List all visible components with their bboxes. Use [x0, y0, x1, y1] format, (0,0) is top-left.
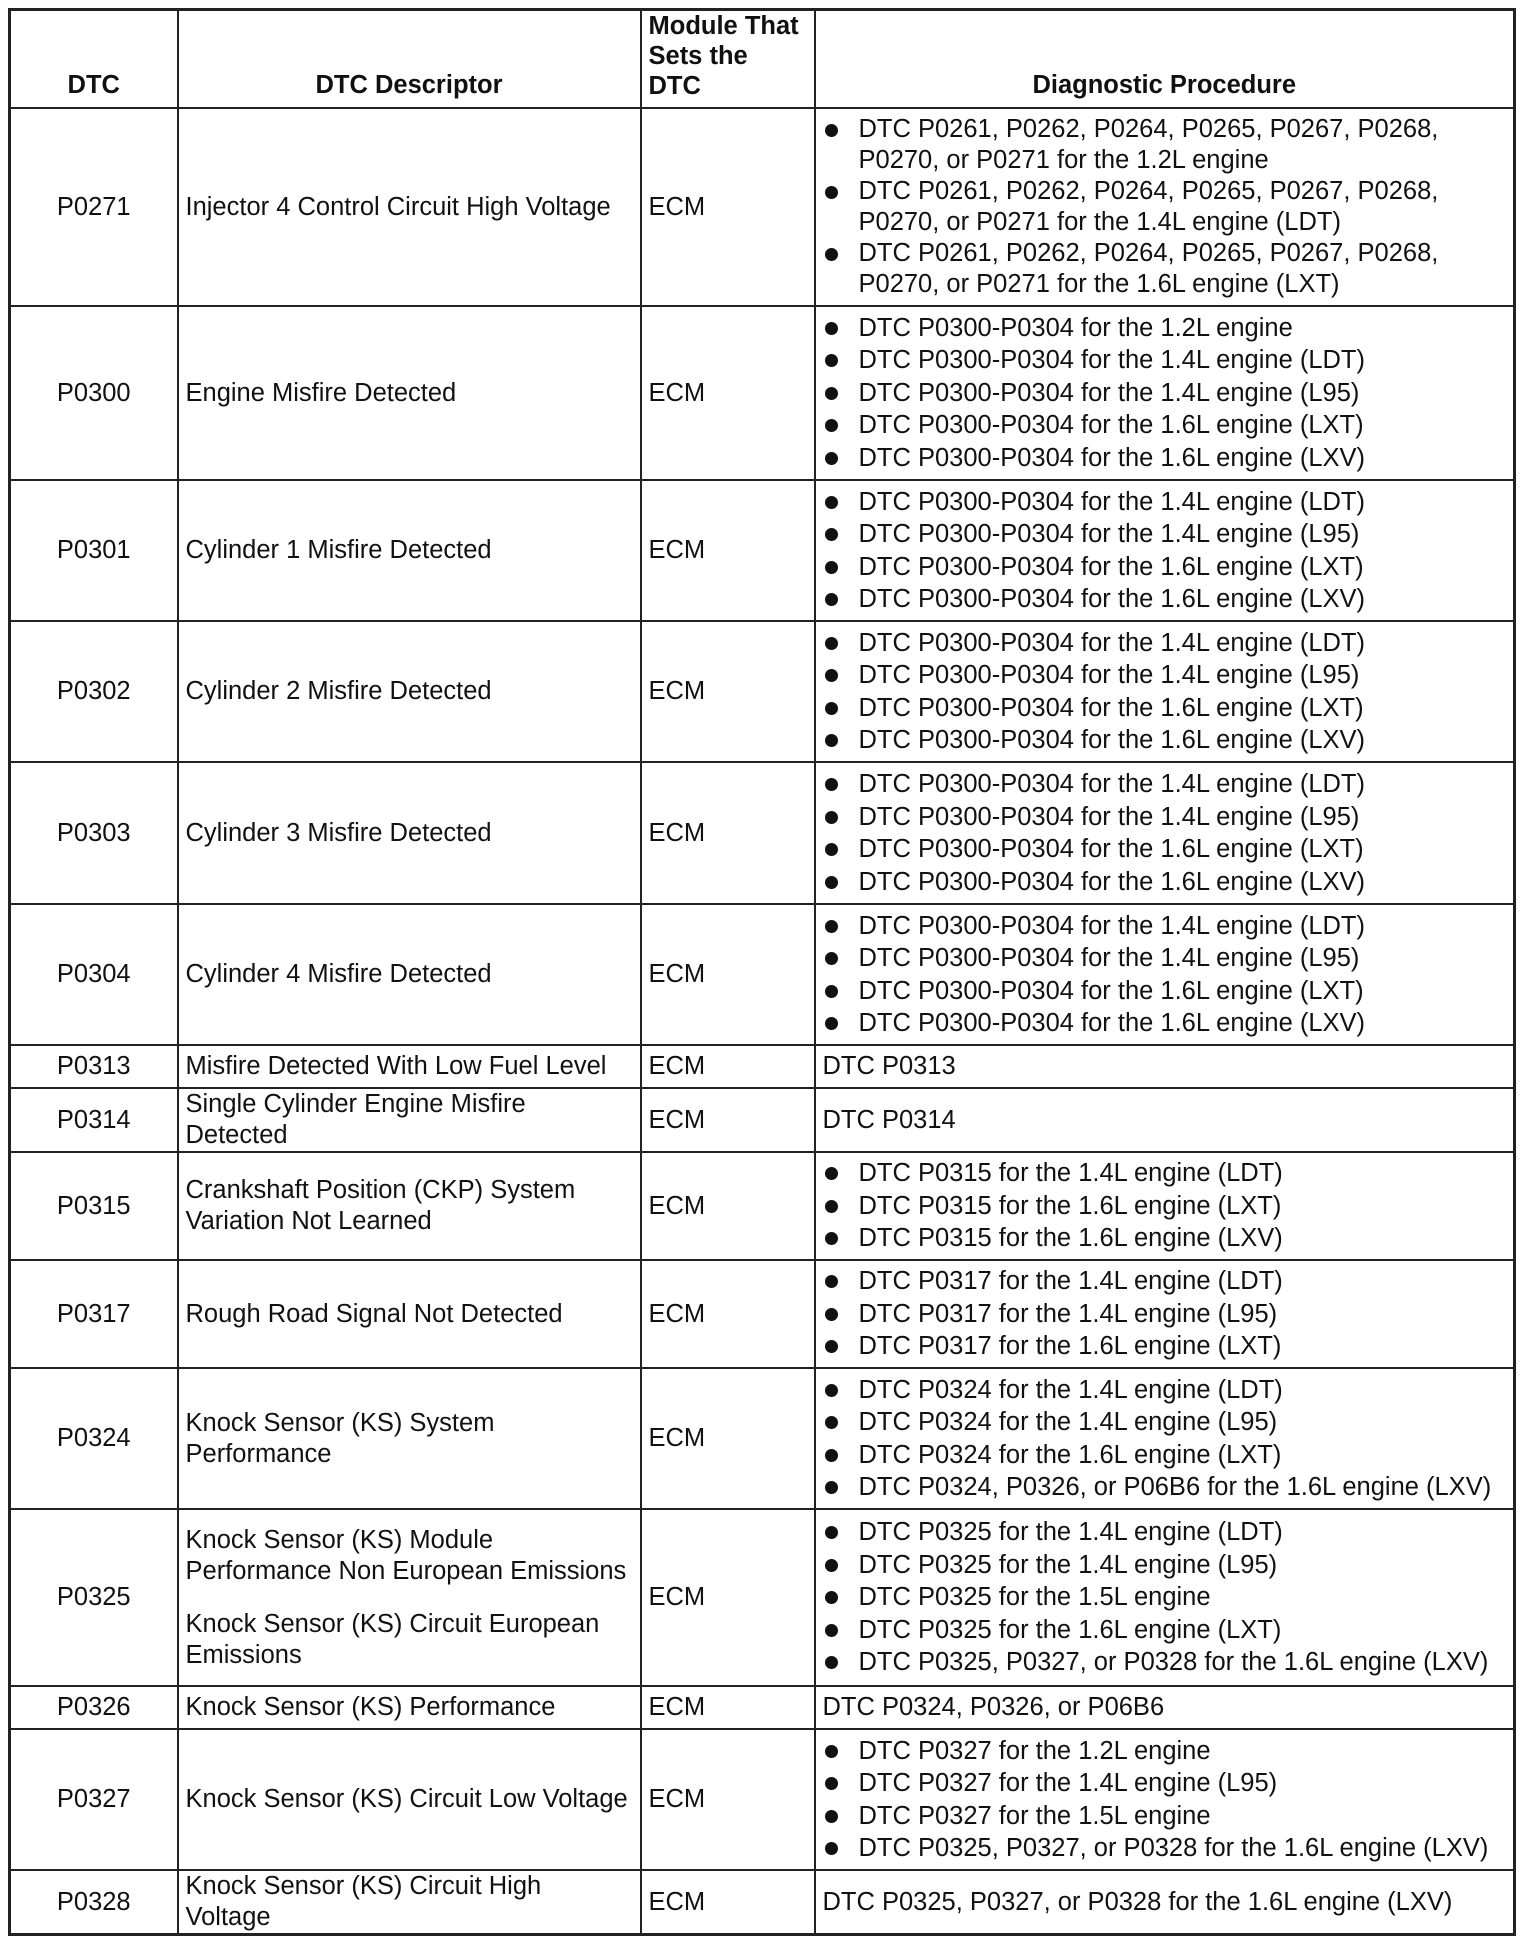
module-cell: ECM	[641, 1870, 815, 1935]
procedure-list	[823, 1265, 1507, 1363]
diagnostic-procedure-cell	[815, 1152, 1515, 1260]
dtc-descriptor	[178, 480, 641, 621]
table-row	[10, 1686, 1515, 1729]
bullet-icon	[825, 1656, 838, 1669]
bullet-icon	[825, 1559, 838, 1572]
procedure-text: DTC P0325, P0327, or P0328 for the 1.6L engine (LXV)	[858, 1648, 1489, 1677]
dtc-code: P0325	[10, 1509, 178, 1686]
module-cell: ECM	[641, 108, 815, 306]
procedure-link[interactable]: DTC P0324, P0326, or P06B6	[822, 1693, 1165, 1721]
procedure-text: DTC P0300-P0304 for the 1.2L engine	[858, 313, 1293, 342]
procedure-text: DTC P0300-P0304 for the 1.4L engine (L95)	[858, 378, 1360, 407]
procedure-link[interactable]: DTC P0314	[822, 1105, 956, 1134]
header-module-line1: Module That	[648, 12, 799, 40]
dtc-descriptor	[178, 621, 641, 762]
procedure-link[interactable]	[823, 692, 1507, 725]
bullet-icon	[825, 419, 838, 432]
procedure-list	[823, 1516, 1507, 1679]
diagnostic-procedure-cell	[815, 904, 1515, 1045]
dtc-code: P0303	[10, 762, 178, 904]
bullet-icon	[825, 528, 838, 541]
header-diagnostic-procedure: Diagnostic Procedure	[815, 10, 1515, 109]
bullet-icon	[825, 322, 838, 335]
diagnostic-procedure-cell	[815, 1045, 1515, 1088]
bullet-icon	[825, 1017, 838, 1030]
procedure-link[interactable]	[823, 377, 1507, 410]
procedure-link[interactable]	[823, 1406, 1507, 1439]
procedure-link[interactable]	[823, 1298, 1507, 1331]
procedure-link[interactable]: DTC P0325, P0327, or P0328 for the 1.6L engine (LXV)	[822, 1887, 1453, 1916]
descriptor-text: Knock Sensor (KS) Module Performance Non European Emissions	[185, 1525, 627, 1585]
bullet-icon	[825, 593, 838, 606]
bullet-icon	[825, 1200, 838, 1213]
module-cell: ECM	[641, 1368, 815, 1509]
procedure-text: DTC P0324 for the 1.6L engine (LXT)	[858, 1440, 1282, 1469]
diagnostic-procedure-cell	[815, 1368, 1515, 1509]
header-module	[641, 10, 815, 109]
module-cell: ECM	[641, 1260, 815, 1368]
bullet-icon	[825, 1591, 838, 1604]
procedure-text: DTC P0300-P0304 for the 1.4L engine (LDT)	[858, 628, 1366, 657]
diagnostic-procedure-cell	[815, 108, 1515, 306]
diagnostic-procedure-cell	[815, 1260, 1515, 1368]
procedure-list	[823, 627, 1507, 757]
dtc-code: P0326	[10, 1686, 178, 1729]
procedure-text: DTC P0300-P0304 for the 1.6L engine (LXV)	[858, 867, 1366, 896]
module-cell: ECM	[641, 1088, 815, 1152]
procedure-text: DTC P0315 for the 1.4L engine (LDT)	[858, 1159, 1283, 1188]
procedure-list	[823, 1157, 1507, 1255]
procedure-link[interactable]	[823, 312, 1507, 345]
dtc-code: P0324	[10, 1368, 178, 1509]
procedure-text: DTC P0300-P0304 for the 1.6L engine (LXT)	[858, 693, 1364, 722]
procedure-text: DTC P0300-P0304 for the 1.6L engine (LXT)	[858, 411, 1364, 440]
descriptor-text: Crankshaft Position (CKP) System Variation Not Learned	[185, 1176, 576, 1235]
procedure-link[interactable]	[823, 659, 1507, 692]
dtc-code: P0302	[10, 621, 178, 762]
procedure-list	[823, 1374, 1507, 1504]
procedure-link[interactable]	[823, 518, 1507, 551]
bullet-icon	[825, 1526, 838, 1539]
table-row	[10, 1088, 1515, 1152]
module-cell: ECM	[641, 1152, 815, 1260]
module-cell: ECM	[641, 480, 815, 621]
procedure-link[interactable]	[823, 627, 1507, 660]
procedure-text: DTC P0300-P0304 for the 1.6L engine (LXV)	[858, 443, 1366, 472]
bullet-icon	[825, 1384, 838, 1397]
descriptor-text: Cylinder 3 Misfire Detected	[185, 818, 492, 847]
procedure-link[interactable]	[823, 551, 1507, 584]
dtc-code: P0300	[10, 306, 178, 480]
procedure-link[interactable]	[823, 409, 1507, 442]
bullet-icon	[825, 1275, 838, 1288]
bullet-icon	[825, 1624, 838, 1637]
bullet-icon	[825, 354, 838, 367]
module-cell: ECM	[641, 762, 815, 904]
procedure-list	[823, 1735, 1507, 1865]
dtc-descriptor	[178, 1686, 641, 1729]
bullet-icon	[825, 952, 838, 965]
dtc-descriptor	[178, 1045, 641, 1088]
procedure-link[interactable]	[823, 768, 1507, 801]
procedure-link[interactable]	[823, 442, 1507, 475]
table-row	[10, 621, 1515, 762]
procedure-link[interactable]	[823, 1735, 1507, 1768]
table-row	[10, 904, 1515, 1045]
dtc-code: P0314	[10, 1088, 178, 1152]
bullet-icon	[825, 843, 838, 856]
procedure-text: DTC P0300-P0304 for the 1.6L engine (LXV)	[858, 1009, 1366, 1037]
procedure-link[interactable]	[823, 1471, 1507, 1504]
procedure-link[interactable]	[823, 1581, 1507, 1614]
procedure-text: DTC P0325 for the 1.6L engine (LXT)	[858, 1615, 1282, 1644]
procedure-text: DTC P0300-P0304 for the 1.6L engine (LXT)	[858, 552, 1364, 581]
descriptor-text: Cylinder 4 Misfire Detected	[185, 960, 492, 988]
procedure-text: DTC P0325 for the 1.4L engine (LDT)	[858, 1518, 1283, 1547]
diagnostic-procedure-cell	[815, 1729, 1515, 1870]
descriptor-text: Knock Sensor (KS) Circuit High Voltage	[185, 1872, 542, 1931]
procedure-text: DTC P0300-P0304 for the 1.6L engine (LXT)	[858, 976, 1364, 1005]
bullet-icon	[825, 876, 838, 889]
procedure-text: DTC P0324, P0326, or P06B6 for the 1.6L engine (LXV)	[858, 1473, 1492, 1501]
procedure-link[interactable]	[823, 942, 1507, 975]
diagnostic-procedure-cell	[815, 621, 1515, 762]
procedure-text: DTC P0300-P0304 for the 1.4L engine (L95)	[858, 661, 1360, 689]
bullet-icon	[825, 186, 838, 199]
bullet-icon	[825, 1745, 838, 1758]
descriptor-text: Rough Road Signal Not Detected	[185, 1299, 563, 1328]
procedure-text: DTC P0300-P0304 for the 1.4L engine (LDT)	[858, 911, 1366, 940]
bullet-icon	[825, 1308, 838, 1321]
table-row	[10, 762, 1515, 904]
procedure-text: DTC P0317 for the 1.4L engine (LDT)	[858, 1267, 1283, 1296]
procedure-link[interactable]	[823, 1007, 1507, 1040]
procedure-text: DTC P0300-P0304 for the 1.6L engine (LXV)	[858, 585, 1366, 613]
bullet-icon	[825, 985, 838, 998]
bullet-icon	[825, 1777, 838, 1790]
diagnostic-procedure-cell	[815, 480, 1515, 621]
procedure-text: DTC P0300-P0304 for the 1.4L engine (LDT)	[858, 346, 1366, 375]
procedure-list	[823, 486, 1507, 616]
bullet-icon	[825, 496, 838, 509]
procedure-link[interactable]	[823, 1614, 1507, 1647]
table-row	[10, 1509, 1515, 1686]
procedure-link[interactable]	[823, 1646, 1507, 1679]
table-row	[10, 1870, 1515, 1935]
bullet-icon	[825, 1842, 838, 1855]
diagnostic-procedure-cell	[815, 1088, 1515, 1152]
procedure-list	[823, 768, 1507, 898]
procedure-link[interactable]	[823, 1800, 1507, 1833]
procedure-text: DTC P0325 for the 1.5L engine	[858, 1583, 1211, 1612]
procedure-text: DTC P0300-P0304 for the 1.4L engine (L95)	[858, 520, 1360, 548]
procedure-text: DTC P0324 for the 1.4L engine (LDT)	[858, 1375, 1283, 1404]
dtc-descriptor	[178, 306, 641, 480]
dtc-code: P0328	[10, 1870, 178, 1935]
procedure-text: DTC P0327 for the 1.4L engine (L95)	[858, 1769, 1278, 1797]
header-dtc: DTC	[10, 10, 178, 109]
procedure-text: DTC P0300-P0304 for the 1.4L engine (L95)	[858, 802, 1360, 831]
dtc-descriptor	[178, 762, 641, 904]
bullet-icon	[825, 1810, 838, 1823]
procedure-text: DTC P0327 for the 1.2L engine	[858, 1736, 1211, 1765]
procedure-link[interactable]	[823, 1222, 1507, 1255]
bullet-icon	[825, 811, 838, 824]
diagnostic-procedure-cell	[815, 762, 1515, 904]
descriptor-text: Knock Sensor (KS) Circuit Low Voltage	[185, 1785, 628, 1813]
dtc-code: P0313	[10, 1045, 178, 1088]
procedure-text: DTC P0300-P0304 for the 1.4L engine (LDT)	[858, 487, 1366, 516]
bullet-icon	[825, 248, 838, 261]
bullet-icon	[825, 637, 838, 650]
procedure-link[interactable]	[823, 344, 1507, 377]
dtc-descriptor	[178, 1152, 641, 1260]
procedure-link[interactable]	[823, 833, 1507, 866]
procedure-link[interactable]	[823, 866, 1507, 899]
procedure-link[interactable]	[823, 724, 1507, 757]
bullet-icon	[825, 669, 838, 682]
dtc-descriptor	[178, 1870, 641, 1935]
procedure-text: DTC P0261, P0262, P0264, P0265, P0267, P0268, P0270, or P0271 for the 1.6L engine (LXT)	[858, 239, 1439, 298]
dtc-descriptor	[178, 1729, 641, 1870]
procedure-text: DTC P0261, P0262, P0264, P0265, P0267, P0268, P0270, or P0271 for the 1.4L engine (LDT)	[858, 177, 1439, 236]
procedure-list	[823, 910, 1507, 1040]
procedure-link[interactable]	[823, 1549, 1507, 1582]
module-cell: ECM	[641, 904, 815, 1045]
table-row	[10, 1045, 1515, 1088]
module-cell: ECM	[641, 1045, 815, 1088]
bullet-icon	[825, 778, 838, 791]
diagnostic-procedure-cell	[815, 1509, 1515, 1686]
table-row	[10, 306, 1515, 480]
procedure-link[interactable]	[823, 1157, 1507, 1190]
procedure-text: DTC P0300-P0304 for the 1.6L engine (LXT)	[858, 835, 1364, 863]
dtc-code: P0317	[10, 1260, 178, 1368]
procedure-link[interactable]	[823, 114, 1507, 176]
dtc-code: P0271	[10, 108, 178, 306]
module-cell: ECM	[641, 1729, 815, 1870]
dtc-code: P0315	[10, 1152, 178, 1260]
dtc-descriptor	[178, 1509, 641, 1686]
procedure-link[interactable]	[823, 975, 1507, 1008]
procedure-text: DTC P0317 for the 1.4L engine (L95)	[858, 1299, 1278, 1328]
procedure-text: DTC P0315 for the 1.6L engine (LXT)	[858, 1191, 1282, 1220]
descriptor-text: Injector 4 Control Circuit High Voltage	[185, 192, 611, 221]
header-dtc-descriptor: DTC Descriptor	[178, 10, 641, 109]
module-cell: ECM	[641, 1509, 815, 1686]
procedure-link[interactable]	[823, 486, 1507, 519]
descriptor-text: Knock Sensor (KS) Performance	[185, 1693, 556, 1721]
descriptor-text: Knock Sensor (KS) Circuit European Emissions	[185, 1609, 600, 1669]
bullet-icon	[825, 1232, 838, 1245]
module-cell: ECM	[641, 306, 815, 480]
procedure-link[interactable]	[823, 1767, 1507, 1800]
procedure-text: DTC P0317 for the 1.6L engine (LXT)	[858, 1332, 1282, 1361]
table-row	[10, 108, 1515, 306]
procedure-text: DTC P0315 for the 1.6L engine (LXV)	[858, 1224, 1283, 1253]
bullet-icon	[825, 1481, 838, 1494]
bullet-icon	[825, 561, 838, 574]
table-row	[10, 1152, 1515, 1260]
diagnostic-procedure-cell	[815, 1686, 1515, 1729]
procedure-text: DTC P0300-P0304 for the 1.4L engine (LDT)	[858, 770, 1366, 798]
procedure-link[interactable]	[823, 1374, 1507, 1407]
procedure-link[interactable]	[823, 801, 1507, 834]
bullet-icon	[825, 702, 838, 715]
descriptor-text: Cylinder 1 Misfire Detected	[185, 536, 492, 564]
dtc-descriptor	[178, 108, 641, 306]
procedure-link[interactable]	[823, 238, 1507, 300]
procedure-link[interactable]	[823, 1516, 1507, 1549]
dtc-code: P0301	[10, 480, 178, 621]
table-row	[10, 1729, 1515, 1870]
procedure-text: DTC P0300-P0304 for the 1.4L engine (L95)	[858, 944, 1360, 972]
procedure-text: DTC P0300-P0304 for the 1.6L engine (LXV)	[858, 726, 1366, 754]
procedure-text: DTC P0325 for the 1.4L engine (L95)	[858, 1550, 1278, 1579]
diagnostic-procedure-cell	[815, 1870, 1515, 1935]
bullet-icon	[825, 734, 838, 747]
table-row	[10, 1260, 1515, 1368]
descriptor-text: Knock Sensor (KS) System Performance	[185, 1408, 495, 1468]
descriptor-text: Cylinder 2 Misfire Detected	[185, 677, 492, 705]
dtc-descriptor	[178, 1260, 641, 1368]
table-row	[10, 480, 1515, 621]
procedure-text: DTC P0261, P0262, P0264, P0265, P0267, P0268, P0270, or P0271 for the 1.2L engine	[858, 115, 1439, 174]
table-row	[10, 1368, 1515, 1509]
descriptor-text: Engine Misfire Detected	[185, 378, 457, 407]
bullet-icon	[825, 920, 838, 933]
diagnostic-procedure-cell	[815, 306, 1515, 480]
bullet-icon	[825, 1416, 838, 1429]
header-row	[10, 10, 1515, 109]
procedure-list	[823, 114, 1507, 300]
bullet-icon	[825, 452, 838, 465]
procedure-text: DTC P0327 for the 1.5L engine	[858, 1801, 1211, 1830]
dtc-descriptor	[178, 904, 641, 1045]
dtc-table	[8, 8, 1516, 1936]
descriptor-text: Misfire Detected With Low Fuel Level	[185, 1052, 607, 1080]
procedure-text: DTC P0324 for the 1.4L engine (L95)	[858, 1408, 1278, 1436]
procedure-text: DTC P0325, P0327, or P0328 for the 1.6L engine (LXV)	[858, 1834, 1489, 1862]
dtc-code: P0327	[10, 1729, 178, 1870]
dtc-descriptor	[178, 1088, 641, 1152]
procedure-link[interactable]	[823, 176, 1507, 238]
module-cell: ECM	[641, 1686, 815, 1729]
bullet-icon	[825, 1167, 838, 1180]
module-cell: ECM	[641, 621, 815, 762]
bullet-icon	[825, 124, 838, 137]
procedure-link[interactable]	[823, 910, 1507, 943]
descriptor-text: Single Cylinder Engine Misfire Detected	[185, 1090, 526, 1149]
procedure-link[interactable]: DTC P0313	[822, 1052, 956, 1080]
header-module-line2: Sets the DTC	[648, 42, 748, 100]
bullet-icon	[825, 1449, 838, 1462]
procedure-link[interactable]	[823, 583, 1507, 616]
procedure-link[interactable]	[823, 1439, 1507, 1472]
dtc-code: P0304	[10, 904, 178, 1045]
procedure-link[interactable]	[823, 1190, 1507, 1223]
procedure-link[interactable]	[823, 1330, 1507, 1363]
procedure-link[interactable]	[823, 1265, 1507, 1298]
bullet-icon	[825, 387, 838, 400]
bullet-icon	[825, 1340, 838, 1353]
dtc-descriptor	[178, 1368, 641, 1509]
procedure-list	[823, 312, 1507, 475]
